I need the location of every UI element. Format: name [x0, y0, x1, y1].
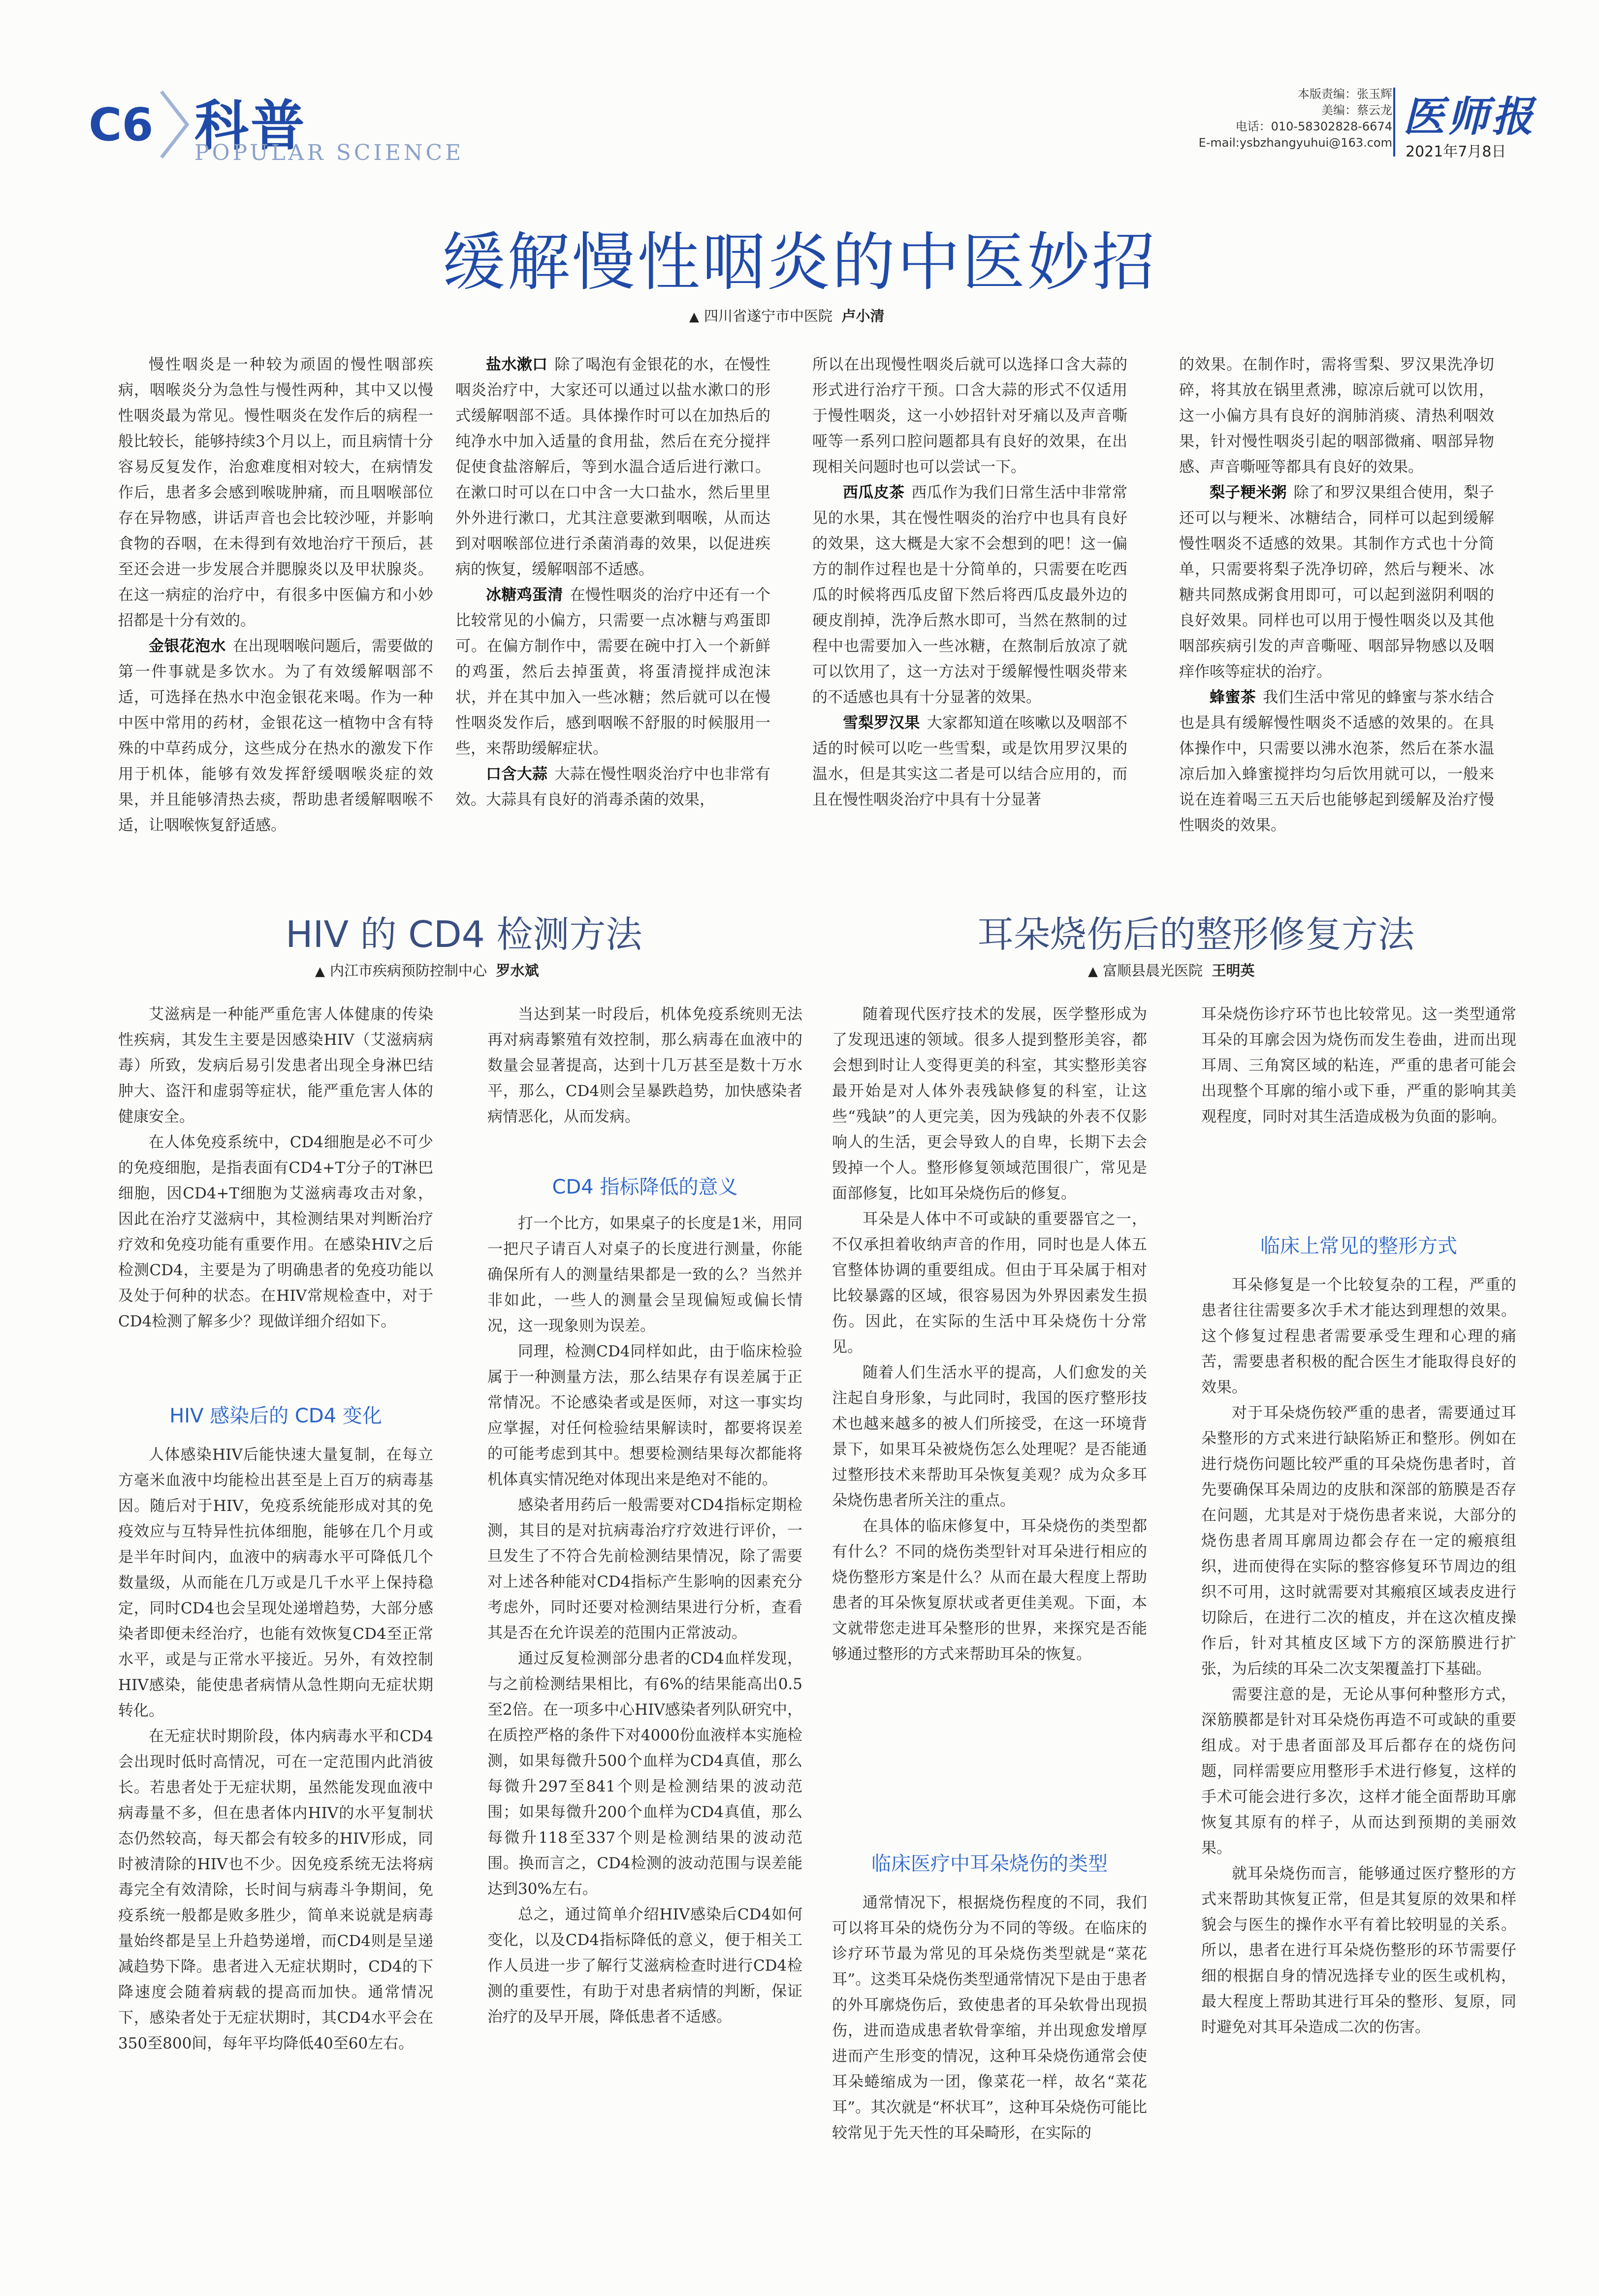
paragraph: [1179, 480, 1494, 685]
article2-subhead-1: HIV 感染后的 CD4 变化: [169, 1405, 382, 1427]
triangle-icon: ▲: [1088, 964, 1098, 979]
chevron-right-icon: [158, 88, 192, 161]
article1-column-1: [118, 352, 433, 879]
masthead-divider: [1393, 88, 1395, 157]
paragraph-text: 同理，检测CD4同样如此，由于临床检验属于一种测量方法，那么结果存有误差属于正常情况。不论感染者或是医师，对这一事实均应掌握，对任何检验结果解读时，都要将误差的可能考虑到其中。想要检测结果每次都能将机体真实情况绝对体现出来是绝对不能的。: [487, 1343, 802, 1488]
triangle-icon: ▲: [315, 964, 325, 979]
byline-author: 王明英: [1212, 962, 1255, 979]
byline-author: 罗水斌: [496, 962, 539, 979]
paragraph-text: 通常情况下，根据烧伤程度的不同，我们可以将耳朵的烧伤分为不同的等级。在临床的诊疗环节最为常见的耳朵烧伤类型就是“菜花耳”。这类耳朵烧伤类型通常情况下是由于患者的外耳廓烧伤后，致使患者的耳朵软骨出现损伤，进而造成患者软骨挛缩，并出现愈发增厚进而产生形变的情况，这种耳朵烧伤通常会使耳朵蜷缩成为一团，像菜花一样，故名“菜花耳”。其次就是“杯状耳”，这种耳朵烧伤可能比较常见于先天性的耳朵畸形，在实际的: [832, 1894, 1147, 2142]
paragraph: [832, 1002, 1147, 1206]
credit-line: E-mail:ysbzhangyuhui@163.com: [1198, 136, 1392, 150]
credit-line: 美编：蔡云龙: [1321, 103, 1392, 117]
article3-subhead-2: 临床上常见的整形方式: [1260, 1235, 1457, 1258]
paragraph-text: 在无症状时期阶段，体内病毒水平和CD4会出现时低时高情况，可在一定范围内此消彼长。若患者处于无症状期，虽然能发现血液中病毒量不多，但在患者体内HIV的水平复制状态仍然较高，每天都会有较多的HIV形成，同时被清除的HIV也不少。因免疫系统无法将病毒完全有效清除，长时间与病毒斗争期间，免疫系统一般都是败多胜少，简单来说就是病毒量始终都是呈上升趋势递增，而CD4则是呈递减趋势下降。患者进入无症状期时，CD4的下降速度会随着病载的提高而加快。通常情况下，感染者处于无症状期时，其CD4水平会在350至800间，每年平均降低40至60左右。: [118, 1728, 433, 2052]
credit-line: 本版责编：张玉辉: [1298, 87, 1392, 101]
article3-column-2-top: [1201, 1002, 1516, 1223]
paragraph-text: 耳朵是人体中不可或缺的重要器官之一，不仅承担着收纳声音的作用，同时也是人体五官整体协调的重要组成。但由于耳朵属于相对比较暴露的区域，很容易因为外界因素发生损伤。因此，在实际的生活中耳朵烧伤十分常见。: [832, 1210, 1147, 1356]
paragraph-text: 所以在出现慢性咽炎后就可以选择口含大蒜的形式进行治疗干预。口含大蒜的形式不仅适用于慢性咽炎，这一小妙招针对牙痛以及声音嘶哑等一系列口腔问题都具有良好的效果，在出现相关问题时也可以尝试一下。: [812, 356, 1127, 476]
paragraph: [812, 480, 1127, 710]
byline-org: 富顺县晨光医院: [1103, 962, 1203, 979]
paragraph: [118, 1130, 433, 1334]
paragraph: [1201, 1400, 1516, 1682]
issue-date: 2021年7月8日: [1406, 143, 1506, 160]
paragraph-text: 对于耳朵烧伤较严重的患者，需要通过耳朵整形的方式来进行缺陷矫正和整形。例如在进行烧伤问题比较严重的耳朵烧伤患者时，首先要确保耳朵周边的皮肤和深部的筋膜是否存在问题，尤其是对于烧伤患者来说，大部分的烧伤患者周耳廓周边都会存在一定的瘢痕组织，进而使得在实际的整容修复环节周边的组织不可用，这时就需要对其瘢痕区域表皮进行切除后，在进行二次的植皮，并在这次植皮操作后，针对其植皮区域下方的深筋膜进行扩张，为后续的耳朵二次支架覆盖打下基础。: [1201, 1404, 1516, 1678]
paragraph: [832, 1513, 1147, 1667]
article3-subhead-1: 临床医疗中耳朵烧伤的类型: [871, 1853, 1108, 1875]
paragraph-text: 需要注意的是，无论从事何种整形方式，深筋膜都是针对耳朵烧伤再造不可或缺的重要组成。对于患者面部及耳后都存在的烧伤问题，同样需要应用整形手术进行修复，这样的手术可能会进行多次，这样才能全面帮助耳廓恢复其原有的样子，从而达到预期的美丽效果。: [1201, 1686, 1516, 1857]
article2-title: HIV 的 CD4 检测方法: [286, 913, 642, 956]
triangle-icon: ▲: [689, 310, 699, 324]
paragraph: [832, 1360, 1147, 1513]
article3-title: 耳朵烧伤后的整形修复方法: [977, 913, 1414, 956]
section-title: 科普: [194, 94, 307, 157]
paragraph-lead: 冰糖鸡蛋清: [486, 586, 563, 604]
paragraph: [1201, 1272, 1516, 1400]
article1-byline: [689, 305, 884, 325]
byline-org: 四川省遂宁市中医院: [704, 308, 833, 324]
paragraph-text: 艾滋病是一种能严重危害人体健康的传染性疾病，其发生主要是因感染HIV（艾滋病病毒）所致，发病后易引发患者出现全身淋巴结肿大、盗汗和虚弱等症状，能严重危害人体的健康安全。: [118, 1006, 433, 1126]
paragraph: [118, 1442, 433, 1724]
paragraph: [487, 1646, 802, 1902]
paragraph-text: 随着现代医疗技术的发展，医学整形成为了发现迅速的领域。很多人提到整形美容，都会想到时让人变得更美的科室，其实整形美容最开始是对人体外表残缺修复的科室，让这些“残缺”的人更完美，因为残缺的外表不仅影响人的生活，更会导致人的自卑，长期下去会毁掉一个人。整形修复领域范围很广，常见是面部修复，比如耳朵烧伤后的修复。: [832, 1006, 1147, 1202]
paragraph-lead: 梨子粳米粥: [1210, 484, 1287, 502]
article1-column-3: [812, 352, 1127, 879]
article3-column-2-bottom: [1201, 1272, 1516, 2259]
paragraph: [455, 582, 770, 761]
paragraph: [487, 1211, 802, 1339]
paragraph-text: 就耳朵烧伤而言，能够通过医疗整形的方式来帮助其恢复正常，但是其复原的效果和样貌会与医生的操作水平有着比较明显的关系。所以，患者在进行耳朵烧伤整形的环节需要仔细的根据自身的情况选择专业的医生或机构，最大程度上帮助其进行耳朵的整形、复原，同时避免对其耳朵造成二次的伤害。: [1201, 1865, 1516, 2036]
paragraph-lead: 金银花泡水: [149, 637, 226, 655]
byline-author: 卢小清: [841, 308, 885, 324]
paragraph: [455, 352, 770, 582]
article1-column-2: [455, 352, 770, 879]
article1-title: 缓解慢性咽炎的中医妙招: [442, 226, 1157, 299]
article3-byline: [1088, 960, 1254, 980]
article1-column-4: [1179, 352, 1494, 879]
paragraph: [118, 633, 433, 838]
article2-column-2-bottom: [487, 1211, 802, 2259]
paragraph-text: 大家都知道在咳嗽以及咽部不适的时候可以吃一些雪梨，或是饮用罗汉果的温水，但是其实这二者是可以结合应用的，而且在慢性咽炎治疗中具有十分显著: [812, 714, 1127, 809]
paragraph-text: 在出现咽喉问题后，需要做的第一件事就是多饮水。为了有效缓解咽部不适，可选择在热水中泡金银花来喝。作为一种中医中常用的药材，金银花这一植物中含有特殊的中草药成分，这些成分在热水的激发下作用于机体，能够有效发挥舒缓咽喉炎症的效果，并且能够清热去痰，帮助患者缓解咽喉不适，让咽喉恢复舒适感。: [118, 637, 433, 834]
paragraph-text: 在慢性咽炎的治疗中还有一个比较常见的小偏方，只需要一点冰糖与鸡蛋即可。在偏方制作中，需要在碗中打入一个新鲜的鸡蛋，然后去掉蛋黄，将蛋清搅拌成泡沫状，并在其中加入一些冰糖；然后就可以在慢性咽炎发作后，感到咽喉不舒服的时候服用一些，来帮助缓解症状。: [455, 586, 770, 757]
paragraph: [1179, 352, 1494, 480]
section-subtitle: POPULAR SCIENCE: [194, 140, 464, 165]
paragraph-text: 除了喝泡有金银花的水，在慢性咽炎治疗中，大家还可以通过以盐水漱口的形式缓解咽部不适。具体操作时可以在加热后的纯净水中加入适量的食用盐，然后在充分搅拌促使食盐溶解后，等到水温合适后进行漱口。在漱口时可以在口中含一大口盐水，然后里里外外进行漱口，尤其注意要漱到咽喉，从而达到对咽喉部位进行杀菌消毒的效果，以促进疾病的恢复，缓解咽部不适感。: [455, 356, 770, 578]
paragraph: [812, 710, 1127, 813]
paragraph-text: 的效果。在制作时，需将雪梨、罗汉果洗净切碎，将其放在锅里煮沸，晾凉后就可以饮用，这一小偏方具有良好的润肺消痰、清热利咽效果，针对慢性咽炎引起的咽部微痛、咽部异物感、声音嘶哑等都具有良好的效果。: [1179, 356, 1494, 476]
credit-line: 电话：010-58302828-6674: [1235, 120, 1392, 133]
paragraph-text: 耳朵修复是一个比较复杂的工程，严重的患者往往需要多次手术才能达到理想的效果。这个修复过程患者需要承受生理和心理的痛苦，需要患者积极的配合医生才能取得良好的效果。: [1201, 1276, 1516, 1396]
paragraph: [1201, 1002, 1516, 1130]
paragraph-text: 感染者用药后一般需要对CD4指标定期检测，其目的是对抗病毒治疗疗效进行评价，一旦发生了不符合先前检测结果情况，除了需要对上述各种能对CD4指标产生影响的因素充分考虑外，同时还要对检测结果进行分析，查看其是否在允许误差的范围内正常波动。: [487, 1496, 802, 1642]
paragraph-text: 通过反复检测部分患者的CD4血样发现，与之前检测结果相比，有6%的结果能高出0.5至2倍。在一项多中心HIV感染者列队研究中，在质控严格的条件下对4000份血液样本实施检测，如果每微升500个血样为CD4真值，那么每微升297至841个则是检测结果的波动范围；如果每微升200个血样为CD4真值，那么每微升118至337个则是检测结果的波动范围。换而言之，CD4检测的波动范围与误差能达到30%左右。: [487, 1650, 802, 1898]
paragraph: [1179, 685, 1494, 838]
paragraph: [487, 1339, 802, 1492]
paragraph-text: 人体感染HIV后能快速大量复制，在每立方毫米血液中均能检出甚至是上百万的病毒基因。随后对于HIV，免疫系统能形成对其的免疫效应与互特异性抗体细胞，能够在几个月或是半年时间内，血液中的病毒水平可降低几个数量级，从而能在几万或是几千水平上保持稳定，同时CD4也会呈现处递增趋势，大部分感染者即便未经治疗，也能有效恢复CD4至正常水平，或是与正常水平接近。另外，有效控制HIV感染，能使患者病情从急性期向无症状期转化。: [118, 1446, 433, 1720]
paragraph-text: 当达到某一时段后，机体免疫系统则无法再对病毒繁殖有效控制，那么病毒在血液中的数量会显著提高，达到十几万甚至是数十万水平，那么，CD4则会呈暴跌趋势，加快感染者病情恶化，从而发病。: [487, 1006, 802, 1126]
paragraph-text: 在人体免疫系统中，CD4细胞是必不可少的免疫细胞，是指表面有CD4+T分子的T淋巴细胞，因CD4+T细胞为艾滋病毒攻击对象，因此在治疗艾滋病中，其检测结果对判断治疗疗效和免疫功能有重要作用。在感染HIV之后检测CD4，主要是为了明确患者的免疫功能以及处于何种的状态。在HIV常规检查中，对于CD4检测了解多少？现做详细介绍如下。: [118, 1133, 433, 1330]
paragraph-text: 打一个比方，如果桌子的长度是1米，用同一把尺子请百人对桌子的长度进行测量，你能确保所有人的测量结果都是一致的么？当然并非如此，一些人的测量会呈现偏短或偏长情况，这一现象则为误差。: [487, 1215, 802, 1335]
paragraph-lead: 蜂蜜茶: [1210, 689, 1256, 706]
paragraph-lead: 口含大蒜: [486, 765, 548, 783]
paragraph-lead: 西瓜皮茶: [843, 484, 905, 502]
paragraph: [455, 761, 770, 813]
article2-byline: [315, 960, 539, 980]
paragraph-text: 西瓜作为我们日常生活中非常常见的水果，其在慢性咽炎的治疗中也具有良好的效果，这大概是大家不会想到的吧！这一偏方的制作过程也是十分简单的，只需要在吃西瓜的时候将西瓜皮留下然后将西瓜皮最外边的硬皮削掉，洗净后熬水即可，当然在熬制的过程中也需要加入一些冰糖，在熬制后放凉了就可以饮用了，这一方法对于缓解慢性咽炎带来的不适感也具有十分显著的效果。: [812, 484, 1127, 706]
paragraph: [832, 1206, 1147, 1360]
paragraph-text: 随着人们生活水平的提高，人们愈发的关注起自身形象，与此同时，我国的医疗整形技术也越来越多的被人们所接受，在这一环境背景下，如果耳朵被烧伤怎么处理呢？是否能通过整形技术来帮助耳朵恢复美观？成为众多耳朵烧伤患者所关注的重点。: [832, 1364, 1147, 1510]
paragraph-text: 总之，通过简单介绍HIV感染后CD4如何变化，以及CD4指标降低的意义，便于相关工作人员进一步了解行艾滋病检查时进行CD4检测的重要性，有助于对患者病情的判断，保证治疗的及早开展，降低患者不适感。: [487, 1906, 802, 2026]
article2-subhead-2: CD4 指标降低的意义: [552, 1176, 738, 1198]
paragraph: [1201, 1682, 1516, 1861]
article2-column-1-bottom: [118, 1442, 433, 2259]
paragraph-lead: 盐水漱口: [486, 356, 548, 374]
article3-column-1-bottom: [832, 1890, 1147, 2259]
paragraph-text: 我们生活中常见的蜂蜜与茶水结合也是具有缓解慢性咽炎不适感的效果的。在具体操作中，只需要以沸水泡茶，然后在茶水温凉后加入蜂蜜搅拌均匀后饮用就可以，一般来说在连着喝三五天后也能够起到缓解及治疗慢性咽炎的效果。: [1179, 689, 1494, 834]
paragraph: [118, 1002, 433, 1130]
article2-column-1-top: [118, 1002, 433, 1395]
paragraph: [118, 352, 433, 633]
paragraph-text: 耳朵烧伤诊疗环节也比较常见。这一类型通常耳朵的耳廓会因为烧伤而发生卷曲，进而出现耳周、三角窝区域的粘连，严重的患者可能会出现整个耳廓的缩小或下垂，严重的影响其美观程度，同时对其生活造成极为负面的影响。: [1201, 1006, 1516, 1126]
article2-column-2-top: [487, 1002, 802, 1162]
page-number: C6: [89, 98, 154, 151]
editor-credits: [1199, 86, 1392, 151]
paragraph: [487, 1902, 802, 2030]
paragraph: [832, 1890, 1147, 2146]
paragraph-lead: 雪梨罗汉果: [843, 714, 920, 732]
paragraph-text: 除了和罗汉果组合使用，梨子还可以与粳米、冰糖结合，同样可以起到缓解慢性咽炎不适感的效果。其制作方式也十分简单，只需要将梨子洗净切碎，然后与粳米、冰糖共同熬成粥食用即可，可以起到滋阴利咽的良好效果。同样也可以用于慢性咽炎以及其他咽部疾病引发的声音嘶哑、咽部异物感以及咽痒作咳等症状的治疗。: [1179, 484, 1494, 681]
paragraph: [487, 1492, 802, 1646]
paragraph: [1201, 1861, 1516, 2040]
paragraph: [118, 1724, 433, 2056]
article3-column-1-top: [832, 1002, 1147, 1838]
newspaper-masthead: 医师报: [1403, 92, 1536, 141]
paragraph-text: 在具体的临床修复中，耳朵烧伤的类型都有什么？不同的烧伤类型针对耳朵进行相应的烧伤整形方案是什么？从而在最大程度上帮助患者的耳朵恢复原状或者更佳美观。下面，本文就带您走进耳朵整形的世界，来探究是否能够通过整形的方式来帮助耳朵的恢复。: [832, 1517, 1147, 1663]
paragraph-text: 慢性咽炎是一种较为顽固的慢性咽部疾病，咽喉炎分为急性与慢性两种，其中又以慢性咽炎最为常见。慢性咽炎在发作后的病程一般比较长，能够持续3个月以上，而且病情十分容易反复发作，治愈难度相对较大，在病情发作后，患者多会感到喉咙肿痛，而且咽喉部位存在异物感，讲话声音也会比较沙哑，并影响食物的吞咽，在未得到有效地治疗干预后，甚至还会进一步发展合并腮腺炎以及甲状腺炎。在这一病症的治疗中，有很多中医偏方和小妙招都是十分有效的。: [118, 356, 433, 629]
paragraph: [487, 1002, 802, 1130]
paragraph: [812, 352, 1127, 480]
byline-org: 内江市疾病预防控制中心: [330, 962, 487, 979]
paragraph-text: 大蒜在慢性咽炎治疗中也非常有效。大蒜具有良好的消毒杀菌的效果，: [455, 765, 770, 809]
